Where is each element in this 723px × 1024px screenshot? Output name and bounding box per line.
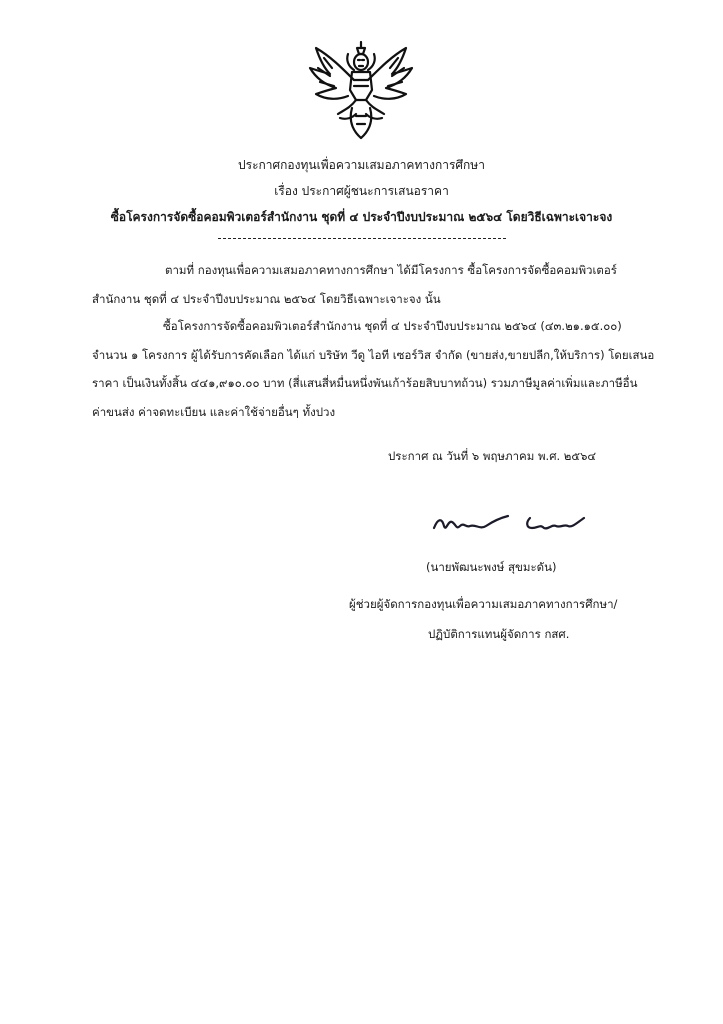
paragraph-2-line-3: ราคา เป็นเงินทั้งสิ้น ๔๔๑,๙๑๐.๐๐ บาท (สี่แสนสี่หมื่นหนึ่งพันเก้าร้อยสิบบาทถ้วน) รวมภาษีมูลค่าเพิ่มและภาษีอื่น — [92, 376, 638, 390]
paragraph-2-line-2: จำนวน ๑ โครงการ ผู้ได้รับการคัดเลือก ได้แก่ บริษัท วีดู ไอที เซอร์วิส จำกัด (ขายส่ง,ขายปลีก,ให้บริการ) โดยเสนอ — [92, 348, 655, 362]
paragraph-2-line-1: ซื้อโครงการจัดซื้อคอมพิวเตอร์สำนักงาน ชุดที่ ๔ ประจำปีงบประมาณ ๒๕๖๔ (๔๓.๒๑.๑๕.๐๐) — [163, 319, 622, 333]
subject-title: เรื่อง ประกาศผู้ชนะการเสนอราคา — [274, 184, 449, 198]
garuda-emblem-icon — [302, 38, 420, 142]
paragraph-1-line-1: ตามที่ กองทุนเพื่อความเสมอภาคทางการศึกษา ได้มีโครงการ ซื้อโครงการจัดซื้อคอมพิวเตอร์ — [165, 263, 617, 277]
announcement-date: ประกาศ ณ วันที่ ๖ พฤษภาคม พ.ศ. ๒๕๖๔ — [388, 449, 597, 463]
signatory-position-line-2: ปฏิบัติการแทนผู้จัดการ กสศ. — [428, 627, 570, 641]
signatory-position-line-1: ผู้ช่วยผู้จัดการกองทุนเพื่อความเสมอภาคทางการศึกษา/ — [349, 597, 618, 611]
paragraph-2-line-4: ค่าขนส่ง ค่าจดทะเบียน และค่าใช้จ่ายอื่นๆ ทั้งปวง — [92, 405, 336, 419]
project-title: ซื้อโครงการจัดซื้อคอมพิวเตอร์สำนักงาน ชุดที่ ๔ ประจำปีงบประมาณ ๒๕๖๔ โดยวิธีเฉพาะเจาะจง — [110, 210, 613, 224]
dashed-divider — [218, 238, 506, 239]
signatory-name: (นายพัฒนะพงษ์ สุขมะดัน) — [426, 560, 557, 574]
paragraph-1-line-2: สำนักงาน ชุดที่ ๔ ประจำปีงบประมาณ ๒๕๖๔ โดยวิธีเฉพาะเจาะจง นั้น — [92, 292, 441, 306]
org-title: ประกาศกองทุนเพื่อความเสมอภาคทางการศึกษา — [238, 158, 485, 172]
handwritten-signature — [430, 508, 590, 538]
